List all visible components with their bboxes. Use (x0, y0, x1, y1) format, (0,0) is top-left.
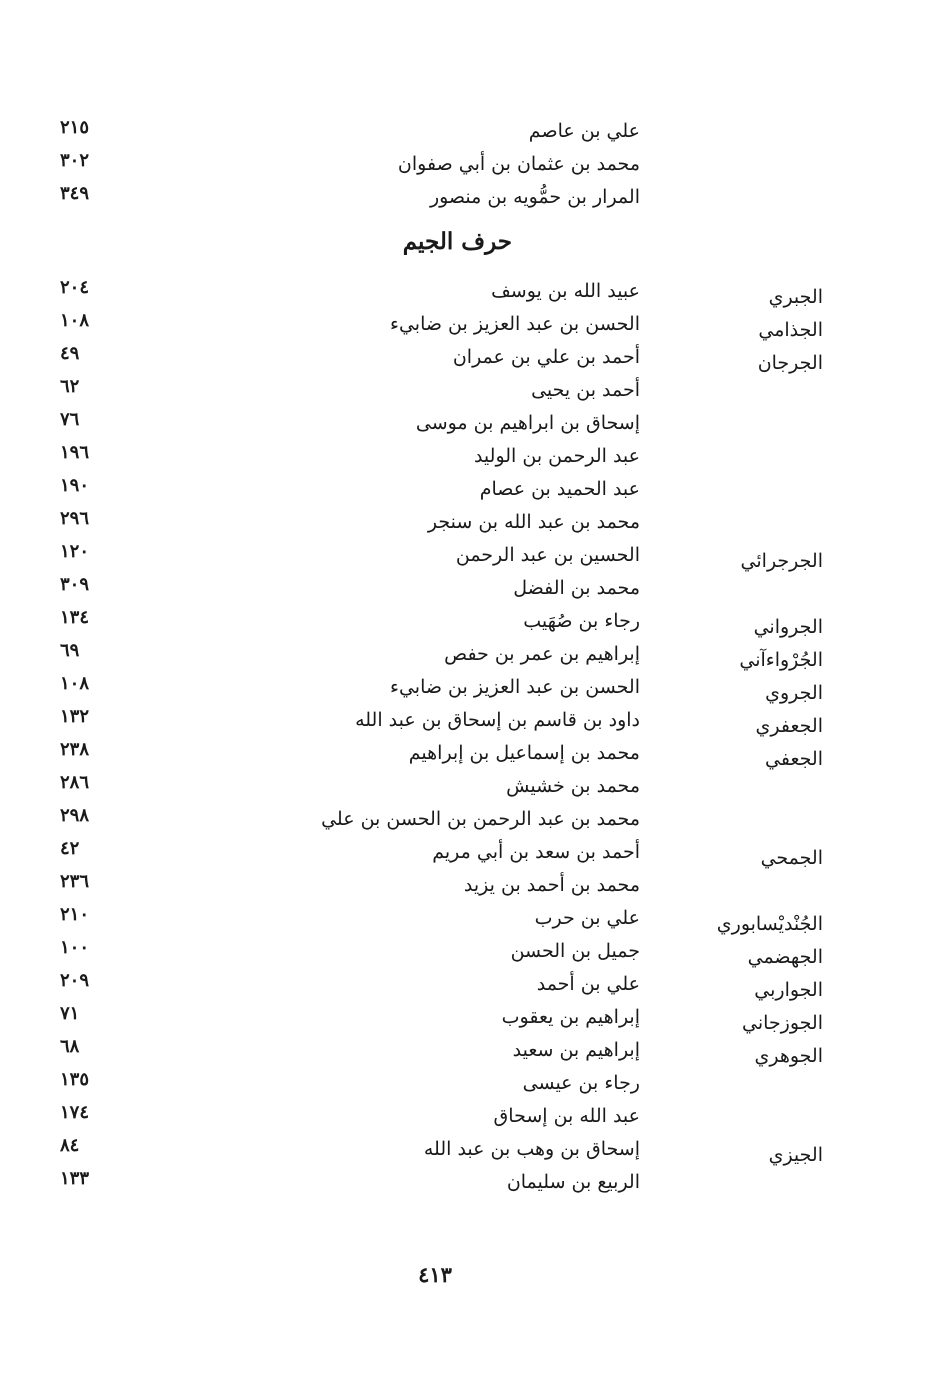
person-name: إسحاق بن وهب بن عبد الله (423, 1138, 640, 1160)
page-reference: ٦٩ (60, 640, 80, 661)
person-name: الحسن بن عبد العزيز بن ضابيء (390, 676, 640, 698)
nisba-label: الجهضمي (747, 946, 823, 968)
person-name: الحسين بن عبد الرحمن (455, 544, 640, 566)
page-reference: ٧١ (60, 1003, 80, 1024)
person-name: أحمد بن يحيى (531, 379, 640, 401)
index-row (0, 508, 928, 544)
index-row (0, 183, 928, 219)
index-row (0, 673, 928, 709)
index-row (0, 1135, 928, 1171)
index-row (0, 343, 928, 379)
person-name: محمد بن عبد الله بن سنجر (427, 511, 640, 533)
person-name: عبد الله بن إسحاق (493, 1105, 640, 1127)
index-row (0, 1069, 928, 1105)
page-reference: ٦٢ (60, 376, 80, 397)
nisba-label: الجعفي (765, 748, 823, 770)
index-row (0, 607, 928, 643)
page-reference: ٨٤ (60, 1135, 80, 1156)
person-name: محمد بن إسماعيل بن إبراهيم (408, 742, 640, 764)
page-reference: ١٠٨ (60, 310, 90, 331)
page-reference: ٢٨٦ (60, 772, 90, 793)
person-name: إبراهيم بن سعيد (512, 1039, 640, 1061)
index-row (0, 937, 928, 973)
person-name: محمد بن الفضل (513, 577, 640, 599)
person-name: الربيع بن سليمان (506, 1171, 640, 1193)
person-name: المرار بن حمُّويه بن منصور (429, 186, 640, 208)
index-row (0, 1036, 928, 1072)
index-row (0, 475, 928, 511)
index-row (0, 838, 928, 874)
index-row (0, 1102, 928, 1138)
person-name: علي بن حرب (534, 907, 640, 929)
nisba-label: الجوزجاني (742, 1012, 823, 1034)
person-name: إسحاق بن ابراهيم بن موسى (415, 412, 640, 434)
page-reference: ١٠٨ (60, 673, 90, 694)
person-name: الحسن بن عبد العزيز بن ضابيء (390, 313, 640, 335)
person-name: محمد بن أحمد بن يزيد (463, 874, 640, 896)
index-row (0, 772, 928, 808)
page-reference: ١٩٠ (60, 475, 90, 496)
index-row (0, 904, 928, 940)
nisba-label: الجبري (768, 286, 823, 308)
nisba-label: الجرجان (757, 352, 823, 374)
nisba-label: الجُرْواءآني (739, 649, 823, 671)
index-row (0, 805, 928, 841)
page-reference: ١٣٤ (60, 607, 90, 628)
person-name: داود بن قاسم بن إسحاق بن عبد الله (355, 709, 640, 731)
page-reference: ٢٠٩ (60, 970, 90, 991)
person-name: أحمد بن سعد بن أبي مريم (432, 841, 640, 863)
index-row (0, 739, 928, 775)
index-row (0, 574, 928, 610)
page-reference: ٢٩٦ (60, 508, 90, 529)
person-name: علي بن أحمد (536, 973, 640, 995)
nisba-label: الجمحي (760, 847, 823, 869)
page-reference: ٢٣٦ (60, 871, 90, 892)
person-name: عبد الحميد بن عصام (479, 478, 640, 500)
person-name: عبيد الله بن يوسف (491, 280, 640, 302)
nisba-label: الجرجرائي (740, 550, 823, 572)
index-row (0, 970, 928, 1006)
page-reference: ٢٩٨ (60, 805, 90, 826)
page-reference: ٣٠٢ (60, 150, 90, 171)
page-reference: ٢٣٨ (60, 739, 90, 760)
person-name: إبراهيم بن يعقوب (501, 1006, 640, 1028)
page-reference: ١٩٦ (60, 442, 90, 463)
index-row (0, 541, 928, 577)
nisba-label: الجذامي (758, 319, 823, 341)
page-reference: ١٢٠ (60, 541, 90, 562)
person-name: أحمد بن علي بن عمران (452, 346, 640, 368)
nisba-label: الجُنْديْسابوري (716, 913, 823, 935)
page-reference: ٤٩ (60, 343, 80, 364)
person-name: رجاء بن صُهَيب (523, 610, 640, 632)
person-name: رجاء بن عيسى (522, 1072, 640, 1094)
page-reference: ١٣٣ (60, 1168, 90, 1189)
nisba-label: الجروي (765, 682, 823, 704)
person-name: محمد بن خشيش (506, 775, 640, 797)
page-reference: ٣٤٩ (60, 183, 90, 204)
index-row (0, 150, 928, 186)
person-name: محمد بن عثمان بن أبي صفوان (397, 153, 640, 175)
person-name: إبراهيم بن عمر بن حفص (444, 643, 640, 665)
nisba-label: الجعفري (755, 715, 823, 737)
page-reference: ١٧٤ (60, 1102, 90, 1123)
page-reference: ١٣٢ (60, 706, 90, 727)
page-reference: ٤٢ (60, 838, 80, 859)
index-row (0, 640, 928, 676)
page-reference: ٢٠٤ (60, 277, 90, 298)
index-row (0, 310, 928, 346)
index-row (0, 706, 928, 742)
page-reference: ٢١٠ (60, 904, 90, 925)
nisba-label: الجواربي (754, 979, 823, 1001)
section-heading: حرف الجيم (402, 228, 512, 255)
person-name: جميل بن الحسن (510, 940, 640, 962)
index-row (0, 871, 928, 907)
page-number: ٤١٣ (418, 1262, 452, 1287)
page-reference: ٦٨ (60, 1036, 80, 1057)
person-name: عبد الرحمن بن الوليد (473, 445, 640, 467)
page-reference: ٣٠٩ (60, 574, 90, 595)
index-row (0, 409, 928, 445)
nisba-label: الجوهري (754, 1045, 823, 1067)
page-reference: ٧٦ (60, 409, 80, 430)
index-row (0, 442, 928, 478)
person-name: علي بن عاصم (528, 120, 640, 142)
nisba-label: الجيزي (768, 1144, 823, 1166)
nisba-label: الجرواني (753, 616, 823, 638)
index-row (0, 1168, 928, 1204)
index-row (0, 277, 928, 313)
index-row (0, 117, 928, 153)
index-row (0, 376, 928, 412)
index-row (0, 1003, 928, 1039)
page-reference: ١٠٠ (60, 937, 90, 958)
page-reference: ٢١٥ (60, 117, 90, 138)
person-name: محمد بن عبد الرحمن بن الحسن بن علي (321, 808, 640, 830)
page-reference: ١٣٥ (60, 1069, 90, 1090)
